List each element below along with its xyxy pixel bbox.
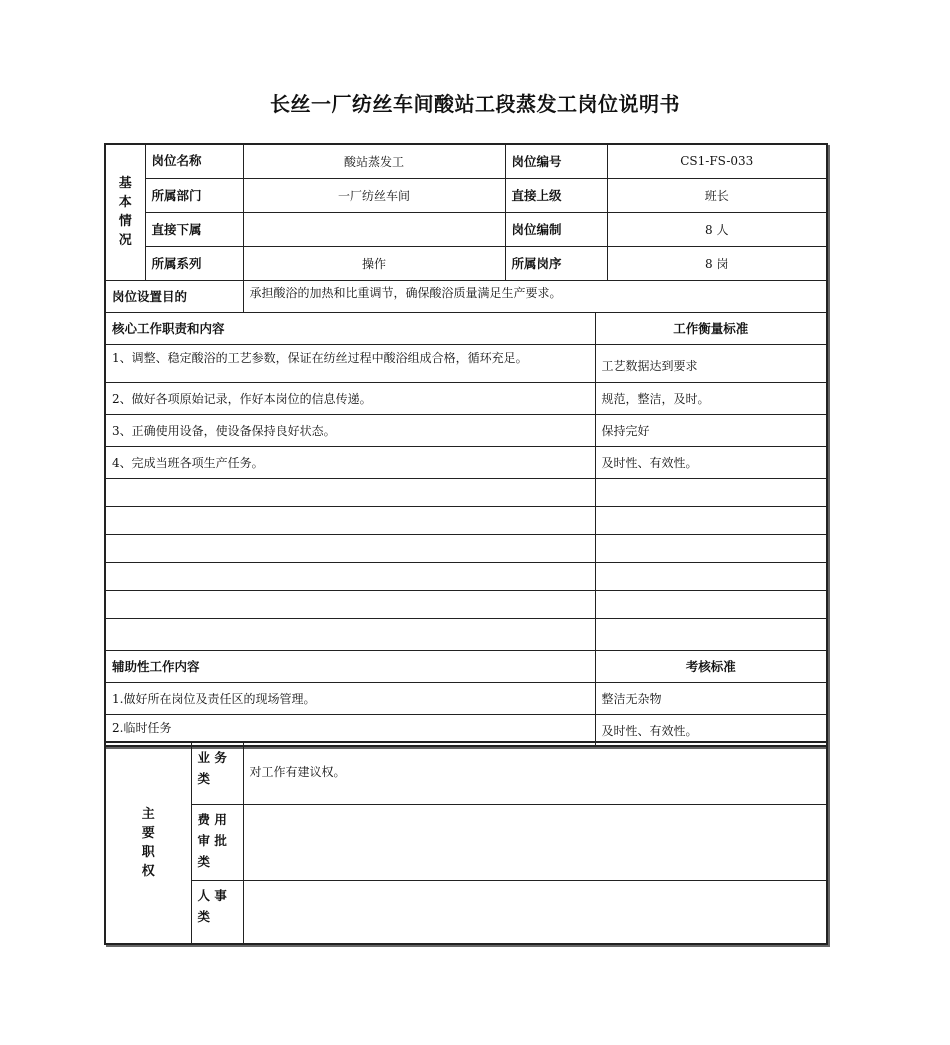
table-row: [105, 344, 827, 382]
label-job-code: 岗位编号: [505, 144, 607, 178]
core-duty: 1、调整、稳定酸浴的工艺参数，保证在纺丝过程中酸浴组成合格，循环充足。: [105, 344, 595, 382]
empty-row: [105, 506, 827, 534]
core-duties-header: 核心工作职责和内容: [105, 312, 595, 344]
label-job-name: 岗位名称: [145, 144, 243, 178]
aux-standard: 整洁无杂物: [595, 682, 827, 714]
label-department: 所属部门: [145, 178, 243, 212]
aux-header-row: [105, 650, 827, 682]
value-job-code: CS1-FS-033: [607, 144, 827, 178]
purpose-value: 承担酸浴的加热和比重调节，确保酸浴质量满足生产要求。: [243, 280, 827, 312]
aux-duties-header: 辅助性工作内容: [105, 650, 595, 682]
table-row: [105, 414, 827, 446]
label-direct-superior: 直接上级: [505, 178, 607, 212]
core-standard: 保持完好: [595, 414, 827, 446]
aux-duty: 1.做好所在岗位及责任区的现场管理。: [105, 682, 595, 714]
label-direct-subordinate: 直接下属: [145, 212, 243, 246]
authority-row: [105, 804, 827, 880]
aux-duty: 2.临时任务: [105, 714, 595, 746]
aux-standard-header: 考核标准: [595, 650, 827, 682]
authority-group-label: 主 要 职 权: [105, 742, 191, 944]
basic-row: [105, 246, 827, 280]
authority-label-personnel: 人 事 类: [191, 880, 243, 944]
empty-row: [105, 618, 827, 650]
page-title: 长丝一厂纺丝车间酸站工段蒸发工岗位说明书: [270, 92, 680, 116]
job-description-table: [104, 143, 828, 747]
aux-standard: 及时性、有效性。: [595, 714, 827, 746]
basic-row: [105, 178, 827, 212]
value-job-name: 酸站蒸发工: [243, 144, 505, 178]
value-headcount: 8 人: [607, 212, 827, 246]
purpose-row: [105, 280, 827, 312]
core-standard: 及时性、有效性。: [595, 446, 827, 478]
core-standard: 工艺数据达到要求: [595, 344, 827, 382]
empty-row: [105, 534, 827, 562]
empty-row: [105, 562, 827, 590]
authority-row: [105, 742, 827, 804]
basic-row: [105, 212, 827, 246]
value-series: 操作: [243, 246, 505, 280]
empty-row: [105, 478, 827, 506]
authority-label-expense: 费 用 审 批 类: [191, 804, 243, 880]
basic-row: [105, 144, 827, 178]
basic-info-group-label: 基 本 情 况: [105, 144, 145, 280]
authority-row: [105, 880, 827, 944]
label-headcount: 岗位编制: [505, 212, 607, 246]
core-duty: 4、完成当班各项生产任务。: [105, 446, 595, 478]
purpose-label: 岗位设置目的: [105, 280, 243, 312]
value-department: 一厂纺丝车间: [243, 178, 505, 212]
authority-value-personnel: [243, 880, 827, 944]
label-series: 所属系列: [145, 246, 243, 280]
label-job-rank: 所属岗序: [505, 246, 607, 280]
core-standard: 规范，整洁，及时。: [595, 382, 827, 414]
authority-value-business: 对工作有建议权。: [243, 742, 827, 804]
authority-value-expense: [243, 804, 827, 880]
core-duty: 3、正确使用设备，使设备保持良好状态。: [105, 414, 595, 446]
core-header-row: [105, 312, 827, 344]
table-row: [105, 446, 827, 478]
value-job-rank: 8 岗: [607, 246, 827, 280]
core-duty: 2、做好各项原始记录，作好本岗位的信息传递。: [105, 382, 595, 414]
value-direct-subordinate: [243, 212, 505, 246]
empty-row: [105, 590, 827, 618]
table-row: [105, 682, 827, 714]
table-row: [105, 382, 827, 414]
value-direct-superior: 班长: [607, 178, 827, 212]
authority-table: [104, 741, 828, 945]
core-standard-header: 工作衡量标准: [595, 312, 827, 344]
authority-label-business: 业 务 类: [191, 742, 243, 804]
